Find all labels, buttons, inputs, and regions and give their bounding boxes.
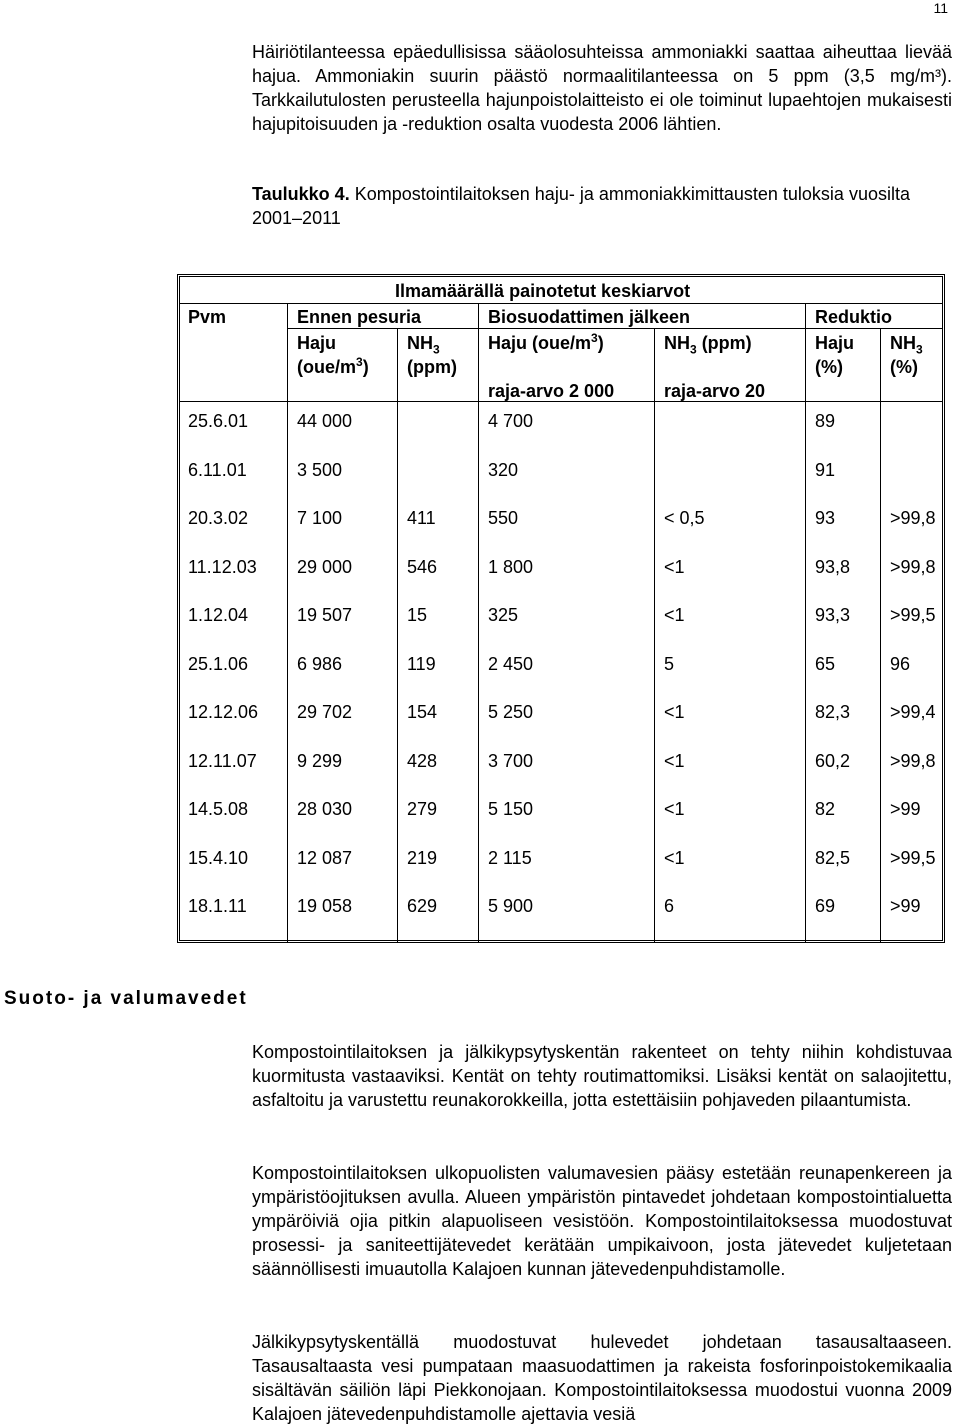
table-caption [252, 182, 952, 230]
row-divider [180, 303, 942, 304]
cell-red-haju: 93,3 [815, 605, 851, 625]
cell-haju-before: 19 058 [297, 896, 353, 916]
cell-haju-after: 5 900 [488, 896, 534, 916]
cell-nh3-after: <1 [664, 750, 685, 771]
header-nh3-before: $NH_3$ [407, 333, 440, 357]
header-limit-haju: raja-arvo 2 000 [488, 381, 615, 401]
header-red-haju-unit: (%) [815, 357, 843, 377]
cell-red-nh3: >99,8 [890, 556, 936, 577]
cell-red-haju: 82,5 [815, 847, 851, 868]
cell-red-nh3: >99 [890, 799, 921, 819]
cell-red-haju: 82,3 [815, 702, 851, 722]
cell-date: 12.11.07 [188, 750, 257, 771]
cell-date: 18.1.11 [188, 896, 247, 916]
cell-nh3-after: <1 [664, 799, 685, 819]
cell-red-haju: 93 [815, 508, 836, 528]
cell-haju-after: 320 [488, 459, 519, 480]
cell-nh3-before: 546 [407, 556, 438, 577]
cell-haju-before: 29 000 [297, 556, 353, 577]
cell-haju-before: 6 986 [297, 653, 343, 674]
cell-haju-before: 44 000 [297, 411, 353, 431]
paragraph-3: Jälkikypsytyskentällä muodostuvat hulevedet johdetaan tasausaltaaseen. Tasausaltaasta vesi pumpataan maasuodattimen ja rakeista fosforinpoistokemikaalia sisältävän säiliön läpi Piekkonojaan. Kompostointilaitoksessa muodostui vuonna 2009 Kalajoen jätevedenpuhdistamolle ajettavia vesiä [252, 1332, 952, 1424]
header-red-haju: Haju [815, 333, 855, 353]
paragraph-1: Kompostointilaitoksen ja jälkikypsytyskentän rakenteet on tehty niihin kohdistuvaa kuormitusta vastaaviksi. Kentät on tehty routimattomiksi. Lisäksi kentät on salaojitettu, asfaltoitu ja varustettu reunakorokkeilla, jotta estettäisiin pohjaveden pilaantumista. [252, 1042, 952, 1110]
cell-nh3-before: 279 [407, 799, 438, 819]
cell-haju-after: 3 700 [488, 750, 534, 771]
cell-haju-before: 7 100 [297, 508, 343, 528]
cell-red-nh3: >99,8 [890, 750, 936, 771]
header-limit-nh3: raja-arvo 20 [664, 381, 766, 401]
header-haju-after: Haju $(oue/m^3)$ [488, 331, 604, 353]
cell-haju-after: 1 800 [488, 556, 534, 577]
section-heading: Suoto- ja valumavedet [4, 988, 248, 1009]
cell-haju-before: 29 702 [297, 702, 353, 722]
cell-haju-before: 3 500 [297, 459, 343, 480]
page-number: 11 [933, 0, 948, 16]
cell-date: 6.11.01 [188, 459, 247, 480]
header-red-nh3: $NH_3$ [890, 333, 923, 357]
cell-date: 25.1.06 [188, 653, 249, 674]
cell-red-haju: 65 [815, 653, 836, 674]
col-divider [397, 328, 398, 943]
cell-haju-after: 325 [488, 605, 519, 625]
cell-haju-before: 12 087 [297, 847, 353, 868]
cell-nh3-before: 629 [407, 896, 438, 916]
col-divider [287, 303, 288, 943]
cell-red-haju: 60,2 [815, 750, 851, 771]
results-table [177, 274, 945, 943]
cell-nh3-before: 219 [407, 847, 438, 868]
cell-red-haju: 69 [815, 896, 836, 916]
header-before: Ennen pesuria [297, 307, 422, 327]
col-divider [654, 328, 655, 943]
header-red-nh3-unit: (%) [890, 357, 918, 377]
cell-red-haju: 82 [815, 799, 836, 819]
cell-haju-before: 28 030 [297, 799, 353, 819]
header-haju-before: Haju [297, 333, 337, 353]
header-nh3-after: $NH_3$ (ppm) [664, 333, 752, 357]
cell-nh3-before: 428 [407, 750, 438, 771]
cell-nh3-after: 6 [664, 896, 675, 916]
cell-red-nh3: >99 [890, 896, 921, 916]
cell-nh3-after: <1 [664, 847, 685, 868]
caption-label: Taulukko 4. [252, 184, 350, 204]
cell-haju-before: 19 507 [297, 605, 353, 625]
cell-red-nh3: >99,5 [890, 605, 936, 625]
cell-nh3-after: 5 [664, 653, 675, 674]
cell-date: 12.12.06 [188, 702, 259, 722]
cell-nh3-before: 411 [407, 508, 436, 528]
caption-text: Kompostointilaitoksen haju- ja ammoniakkimittausten tuloksia vuosilta 2001–2011 [252, 184, 910, 228]
header-nh3-unit: (ppm) [407, 357, 457, 377]
cell-haju-after: 5 150 [488, 799, 534, 819]
cell-red-nh3: >99,4 [890, 702, 936, 722]
row-divider [180, 401, 942, 402]
col-divider [805, 303, 806, 943]
cell-haju-after: 4 700 [488, 411, 534, 431]
paragraph-2: Kompostointilaitoksen ulkopuolisten valumavesien pääsy estetään reunapenkereen ja ympäristöojituksen avulla. Alueen ympäristön pintavedet johdetaan kompostointialuetta ympäröiviä ojia pitkin alapuoliseen vesistöön. Kompostointilaitoksessa muodostuvat prosessi- ja saniteettijätevedet kerätään umpikaivoon, josta jätevedet kuljetetaan säännöllisesti imuautolla Kalajoen kunnan jätevedenpuhdistamolle. [252, 1163, 952, 1279]
cell-red-haju: 93,8 [815, 556, 851, 577]
header-pvm: Pvm [188, 307, 227, 327]
cell-nh3-after: <1 [664, 605, 685, 625]
cell-red-nh3: >99,8 [890, 508, 936, 528]
cell-haju-after: 2 115 [488, 847, 532, 868]
cell-haju-after: 550 [488, 508, 519, 528]
header-haju-unit: $(oue/m^3)$ [297, 355, 369, 377]
col-divider [478, 303, 479, 943]
cell-haju-after: 2 450 [488, 653, 534, 674]
cell-red-haju: 91 [815, 459, 836, 480]
intro-paragraph: Häiriötilanteessa epäedullisissa sääolosuhteissa ammoniakki saattaa aiheuttaa lievää hajua. Ammoniakin suurin päästö normaalitilanteessa on 5 ppm (3,5 mg/m³). Tarkkailutulosten perusteella hajunpoistolaitteisto ei ole toiminut lupaehtojen mukaisesti hajupitoisuuden ja -reduktion osalta vuodesta 2006 lähtien. [252, 42, 952, 134]
header-after: Biosuodattimen jälkeen [488, 307, 691, 327]
super-header: Ilmamäärällä painotetut keskiarvot [395, 281, 691, 301]
cell-nh3-before: 154 [407, 702, 438, 722]
cell-date: 15.4.10 [188, 847, 249, 868]
cell-nh3-after: <1 [664, 556, 685, 577]
cell-date: 25.6.01 [188, 411, 249, 431]
col-divider [880, 328, 881, 943]
cell-date: 20.3.02 [188, 508, 249, 528]
cell-nh3-before: 15 [407, 605, 428, 625]
cell-nh3-before: 119 [407, 653, 436, 674]
cell-red-nh3: 96 [890, 653, 911, 674]
cell-red-nh3: >99,5 [890, 847, 936, 868]
cell-date: 1.12.04 [188, 605, 249, 625]
cell-red-haju: 89 [815, 411, 836, 431]
cell-nh3-after: <1 [664, 702, 685, 722]
cell-haju-after: 5 250 [488, 702, 534, 722]
cell-date: 11.12.03 [188, 556, 257, 577]
row-divider [287, 328, 942, 329]
cell-haju-before: 9 299 [297, 750, 343, 771]
cell-date: 14.5.08 [188, 799, 249, 819]
cell-nh3-after: < 0,5 [664, 508, 705, 528]
header-reduction: Reduktio [815, 307, 893, 327]
